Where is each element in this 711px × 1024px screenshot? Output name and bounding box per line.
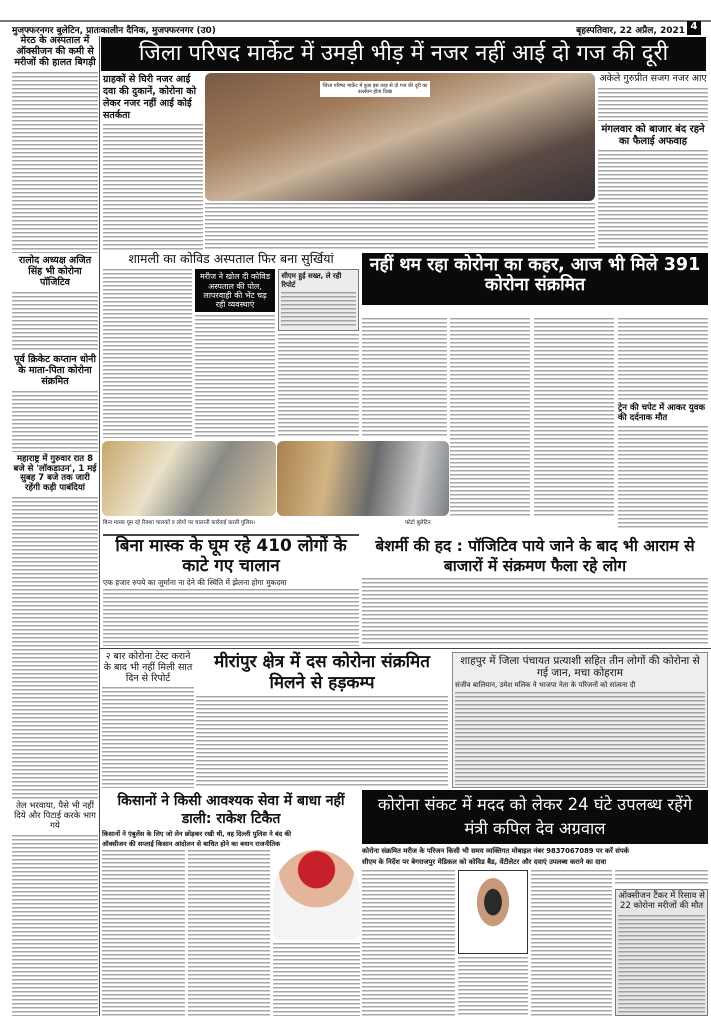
article-body [618, 426, 708, 530]
miranpur-headline: मीरांपुर क्षेत्र में दस कोरोना संक्रमित मिलने से हड़कम्प [214, 652, 430, 693]
top-story-subhead: ग्राहकों से घिरी नजर आई दवा की दुकानें, कोरोना को लेकर नजर नहीं आई कोई सतर्कता [103, 74, 197, 121]
mask-headline: बिना मास्क के घूम रहे 410 लोगों के काटे गए चालान [103, 534, 359, 576]
article-body [102, 687, 194, 788]
cm-report-column [278, 269, 359, 438]
article-body [12, 497, 98, 799]
article-body [12, 391, 98, 451]
kapil-section [362, 790, 708, 1016]
kapil-subhead-2: सीएम के निर्देश पर बेगराजपुर मेडिकल को कोविड बैड, वेंटीलेटर और दवाएं उपलब्ध कराने का दावा [362, 858, 607, 867]
article-body [102, 850, 185, 1016]
tikait-subhead-1: किसानों ने एंबुलेंस के लिए जो लेन छोड़कर रखी थी, वह दिल्ली पुलिस ने बंद की [102, 830, 292, 838]
article-body [531, 870, 612, 1016]
article-body [12, 835, 98, 1016]
police-rickshaw-photo [102, 441, 276, 516]
mask-section [103, 534, 359, 646]
market-crowd-photo [205, 73, 595, 201]
photo-credit: फोटो बुलेटिन [405, 520, 431, 526]
cm-report-box [278, 269, 359, 331]
article-body [534, 318, 614, 518]
article-body [362, 578, 708, 646]
tikait-subhead-2: ऑक्सीजन की सप्लाई किसान आंदोलन से बाधित होने का बयान राजनीतिक [102, 840, 281, 849]
article-body [598, 88, 708, 121]
besharmi-headline: बेशर्मी की हद : पॉजिटिव पाये जाने के बाद भी आराम से बाजारों में संक्रमण फैला रहे लोग [375, 537, 695, 575]
kapil-headline: कोरोना संकट में मदद को लेकर 24 घंटे उपलब्ध रहेंगे मंत्री कपिल देव अग्रवाल [362, 790, 708, 844]
article-body [103, 124, 203, 251]
column-divider [99, 36, 100, 1016]
train-headline: ट्रेन की चपेट में आकर युवक की दर्दनाक मौत [618, 402, 705, 423]
article-body [455, 692, 705, 785]
shahpur-subhead: संजीव बालियान, उमेश मलिक ने भाजपा नेता के परिजनों को सांत्वना दी [455, 681, 636, 690]
article-body [362, 318, 447, 436]
oxygen-column [615, 870, 708, 1016]
kapil-dev-photo [458, 870, 529, 954]
right-headline-2: मंगलवार को बाजार बंद रहने का फैलाई अफवाह [601, 124, 705, 147]
article-body [458, 957, 529, 1016]
left-headline-2: रालोद अध्यक्ष अजित सिंह भी कोरोना पॉजिटिव [18, 255, 92, 289]
article-body [188, 850, 271, 1016]
tikait-section [102, 792, 360, 1016]
article-body [273, 943, 360, 1016]
article-body [362, 870, 455, 1016]
besharmi-section [362, 536, 708, 646]
shamli-box: मरीज ने खोल दी कोविड अस्पताल की पोल, लापरवाही की भेंट चढ़ रही व्यवस्थाएं [195, 269, 276, 312]
left-headline-4: महाराष्ट्र में गुरुवार रात 8 बजे से 'लॉकडाउन', 1 मई सुबह 7 बजे तक जारी रहेंगी कड़ी पाबंदियां [13, 453, 97, 494]
masthead-left: मुजफ्फरनगर बुलेटिन, प्रातःकालीन दैनिक, मुजफ्फरनगर (उ0) [12, 26, 216, 36]
test-section [102, 652, 194, 788]
photo-caption: बिना मास्क घूम रहे रिक्शा चालकों व लोगों पर चालानी कार्रवाई करती पुलिस। [103, 520, 255, 526]
article-body [615, 870, 708, 886]
shamli-box-column [195, 269, 276, 438]
article-body [618, 318, 708, 401]
left-headline-5: तेल भरवाया, पैसे भी नहीं दिये और पिटाई करके भाग गये [14, 801, 96, 831]
rakesh-tikait-photo [273, 850, 360, 940]
top-rule [0, 20, 711, 22]
article-body [281, 292, 356, 328]
oxygen-box [615, 889, 708, 1016]
shahpur-headline: शाहपुर में जिला पंचायत प्रत्याशी सहित तीन लोगों की कोरोना से गई जान, मचा कोहराम [460, 655, 700, 680]
article-body [196, 696, 448, 788]
mask-subhead: एक हजार रुपये का जुर्माना ना देने की स्थिति में झेलना होगा मुकदमा [103, 578, 287, 587]
article-body [618, 915, 705, 1014]
article-body [195, 315, 276, 438]
shamli-section [103, 252, 359, 438]
article-body [103, 589, 359, 646]
tikait-photo-column [273, 850, 360, 1016]
shamli-headline: शामली का कोविड अस्पताल फिर बना सुर्खियां [128, 251, 334, 266]
cm-report-title: सीएम हुई सख्त, ले रही रिपोर्ट [281, 272, 342, 290]
section-divider [100, 648, 711, 649]
kapil-photo-column [458, 870, 529, 1016]
article-body [12, 292, 98, 352]
article-body [278, 334, 359, 438]
article-body [598, 150, 708, 250]
article-body [205, 203, 595, 249]
corona-headline: नहीं थम रहा कोरोना का कहर, आज भी मिले 391 कोरोना संक्रमित [362, 253, 708, 305]
main-headline: जिला परिषद मार्केट में उमड़ी भीड़ में नजर नहीं आई दो गज की दूरी [101, 37, 706, 71]
tikait-headline: किसानों ने किसी आवश्यक सेवा में बाधा नहीं डाली: राकेश टिकैत [117, 793, 345, 827]
top-story-column [103, 74, 203, 250]
oxygen-headline: ऑक्सीजन टैंकर में रिसाव से 22 कोरोना मरीजों की मौत [618, 890, 705, 911]
police-challan-photo [277, 441, 449, 516]
right-top-column [598, 74, 708, 250]
miranpur-section [196, 652, 448, 788]
article-body [450, 318, 530, 518]
article-body [103, 269, 192, 438]
train-column [618, 318, 708, 530]
left-headline-1: मेरठ के अस्पताल में ऑक्सीजन की कमी से मरीजों की हालत बिगड़ी [14, 35, 96, 68]
kapil-subhead-1: कोरोना संक्रमित मरीज के परिजन किसी भी समय व्यक्तिगत मोबाइल नंबर 9837067089 पर करें संपर्क [362, 847, 629, 855]
shahpur-box [452, 652, 708, 788]
photo-caption: जिला परिषद मार्केट में कुछ इस तरह से दो गज की दूरी का उल्लंघन होता दिखा [320, 81, 430, 97]
test-headline: २ बार कोरोना टेस्ट कराने के बाद भी नहीं मिली सात दिन से रिपोर्ट [103, 651, 193, 684]
left-headline-3: पूर्व क्रिकेट कप्तान धोनी के माता-पिता कोरोना संक्रमित [14, 354, 96, 388]
page-number: 4 [687, 21, 701, 35]
masthead-date: बृहस्पतिवार, 22 अप्रैल, 2021 [576, 26, 685, 36]
right-headline-1: अकेले गुरुप्रीत सजग नजर आए [599, 73, 707, 84]
left-column [12, 36, 98, 1016]
article-body [12, 72, 98, 253]
